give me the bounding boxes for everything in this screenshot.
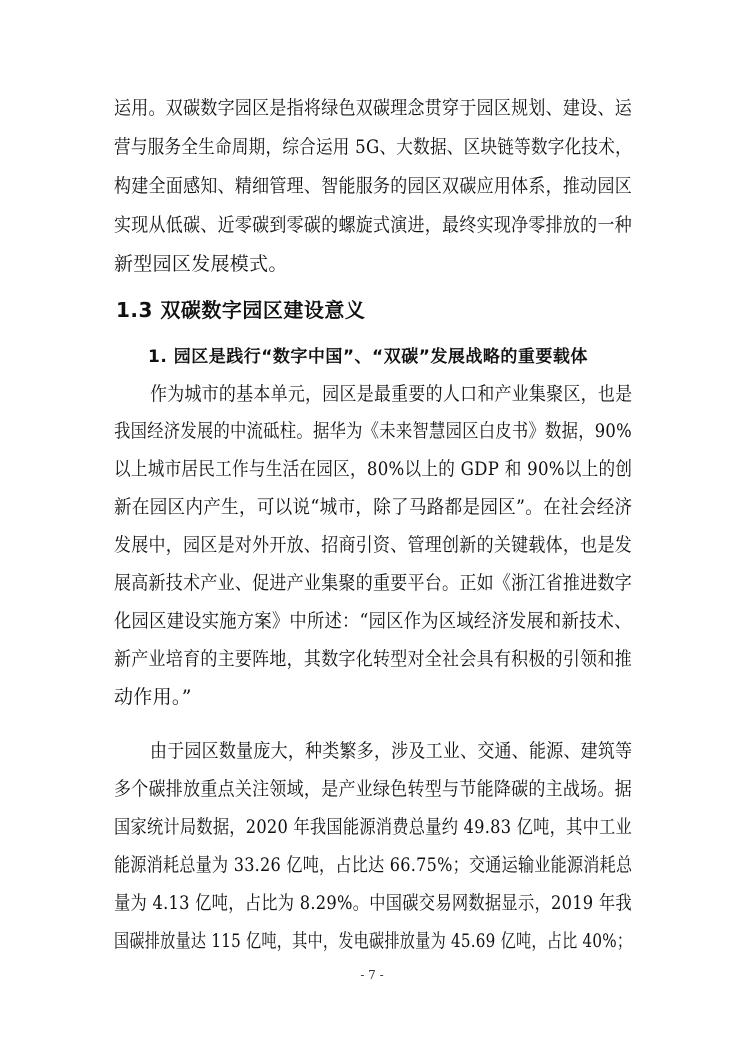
text-line: 我国经济发展的中流砥柱。据华为《未来智慧园区白皮书》数据，90% [114, 420, 632, 442]
text-line: 能源消耗总量为 33.26 亿吨，占比达 66.75%；交通运输业能源消耗总 [114, 854, 633, 876]
text-line: 发展中，园区是对外开放、招商引资、管理创新的关键载体，也是发 [114, 534, 632, 556]
text-line: 作为城市的基本单元，园区是最重要的人口和产业集聚区，也是 [150, 383, 633, 405]
text-line: 国碳排放量达 115 亿吨，其中，发电碳排放量为 45.69 亿吨，占比 40%； [114, 930, 633, 952]
page-number: - 7 - [360, 968, 384, 982]
text-line: 国家统计局数据，2020 年我国能源消费总量约 49.83 亿吨，其中工业 [114, 816, 632, 838]
text-line: 实现从低碳、近零碳到零碳的螺旋式演进，最终实现净零排放的一种 [114, 214, 632, 236]
text-line: 构建全面感知、精细管理、智能服务的园区双碳应用体系，推动园区 [114, 175, 632, 197]
text-line: 新型园区发展模式。 [114, 253, 288, 275]
text-line: 展高新技术产业、促进产业集聚的重要平台。正如《浙江省推进数字 [114, 572, 632, 594]
text-line: 量为 4.13 亿吨，占比为 8.29%。中国碳交易网数据显示，2019 年我 [114, 892, 632, 914]
text-line: 动作用。” [114, 686, 192, 708]
text-line: 营与服务全生命周期，综合运用 5G、大数据、区块链等数字化技术， [114, 136, 632, 158]
text-line: 新在园区内产生，可以说“城市，除了马路都是园区”。在社会经济 [114, 496, 633, 518]
text-line: 多个碳排放重点关注领域，是产业绿色转型与节能降碳的主战场。据 [114, 778, 632, 800]
text-line: 运用。双碳数字园区是指将绿色双碳理念贯穿于园区规划、建设、运 [114, 97, 632, 119]
text-line: 由于园区数量庞大，种类繁多，涉及工业、交通、能源、建筑等 [150, 740, 633, 762]
section-heading: 1.3 双碳数字园区建设意义 [116, 298, 366, 322]
text-line: 新产业培育的主要阵地，其数字化转型对全社会具有积极的引领和推 [114, 648, 632, 670]
text-line: 以上城市居民工作与生活在园区，80%以上的 GDP 和 90%以上的创 [114, 458, 633, 480]
text-line: 化园区建设实施方案》中所述：“园区作为区域经济发展和新技术、 [114, 610, 632, 632]
subsection-heading: 1. 园区是践行“数字中国”、“双碳”发展战略的重要载体 [148, 347, 588, 367]
